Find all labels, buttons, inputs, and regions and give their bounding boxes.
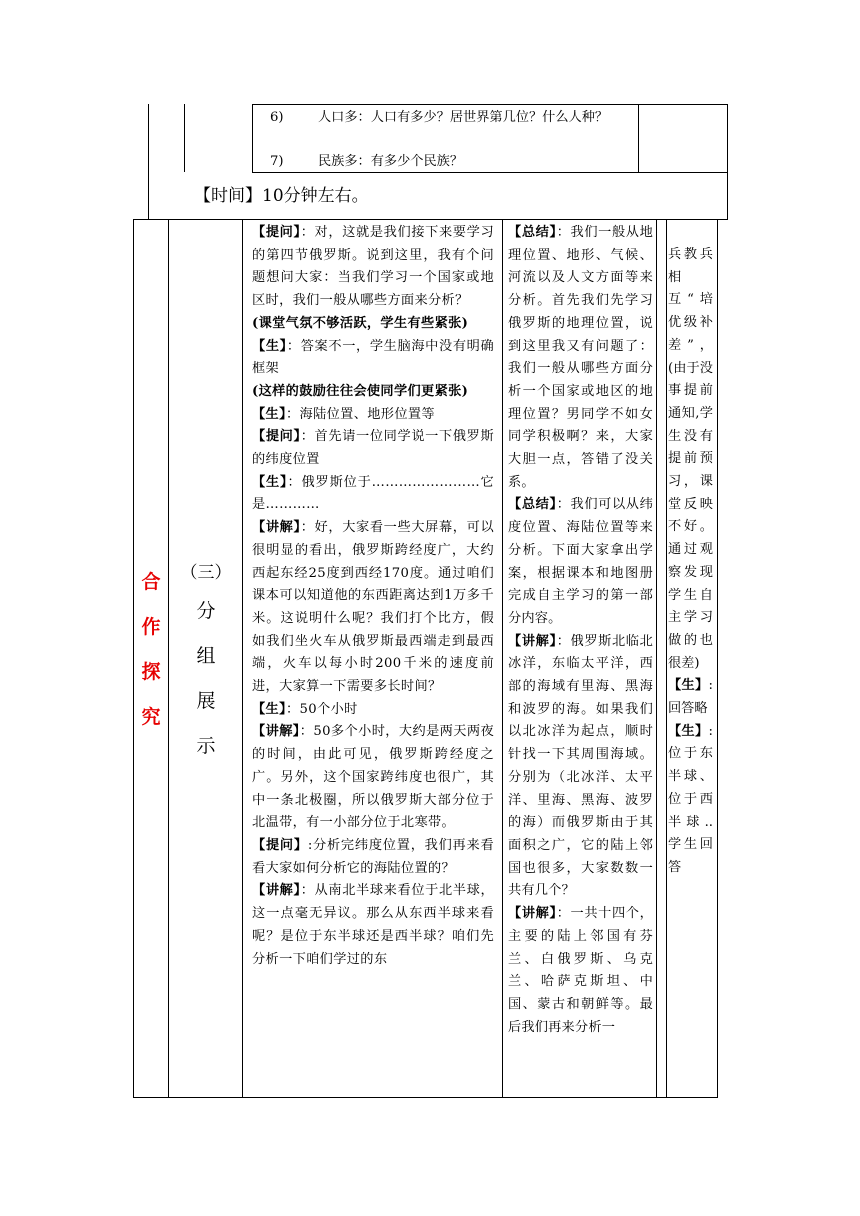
summary-column	[508, 222, 653, 1094]
para	[668, 244, 713, 675]
para	[668, 721, 713, 880]
para-text: :回答略	[668, 678, 713, 717]
para-text: (这样的鼓励往往会使同学们更紧张)	[252, 383, 469, 399]
para-tag: 【提问】	[252, 837, 308, 853]
para	[252, 404, 494, 427]
para-text: ：一共十四个，主要的陆上邻国有芬兰、白俄罗斯、乌克兰、哈萨克斯坦、中国、蒙古和朝鲜等。最后我们再来分析一	[508, 906, 653, 1035]
para-tag: 【生】	[252, 701, 287, 717]
para-text: ：答案不一，学生脑海中没有明确框架	[252, 338, 494, 377]
para-text: ：首先请一位同学说一下俄罗斯的纬度位置	[252, 429, 494, 468]
para	[508, 631, 653, 903]
para-text: 兵教兵相互“培优级补差”，(由于没事提前通知,学生没有提前预习，课堂反映不好。通过观察发现学生自主学习做的也很差)	[668, 247, 713, 671]
para-text: ：俄罗斯北临北冰洋，东临太平洋，西部的海域有里海、黑海和波罗的海。如果我们以北冰洋为起点，顺时针找一下其周围海域。分别为（北冰洋、太平洋、里海、黑海、波罗的海）而俄罗斯由于其面积之广，它的陆上邻国也很多，大家数数一共有几个？	[508, 633, 653, 899]
para	[252, 313, 494, 336]
para-tag: 【生】	[668, 678, 709, 694]
para-text: ：50多个小时，大约是两天两夜的时间，由此可见，俄罗斯跨经度之广。另外，这个国家跨纬度也很广，其中一条北极圈，所以俄罗斯大部分位于北温带，有一小部分位于北寒带。	[252, 724, 494, 831]
para-text: ：从南北半球来看位于北半球，这一点毫无异议。那么从东西半球来看呢？是位于东半球还是西半球？咱们先分析一下咱们学过的东	[252, 883, 494, 967]
top-item-7	[270, 151, 630, 173]
para-tag: 【讲解】	[508, 906, 557, 922]
para-tag: 【总结】	[508, 497, 557, 513]
sub-label	[172, 602, 240, 782]
para	[508, 222, 653, 494]
para-tag: 【讲解】	[252, 883, 301, 899]
sub-label-char: 示	[196, 735, 216, 757]
para	[508, 494, 653, 630]
para	[252, 880, 494, 971]
para	[668, 675, 713, 720]
para-text: (课堂气氛不够活跃，学生有些紧张)	[252, 315, 469, 331]
item-7-text: 民族多：有多少个民族？	[318, 154, 464, 169]
para-text: ：俄罗斯位于……………………它是…………	[252, 474, 494, 513]
para	[252, 699, 494, 722]
item-6-text: 人口多：人口有多少？居世界第几位？什么人种？	[318, 110, 609, 125]
para-tag: 【讲解】	[252, 520, 301, 536]
para	[252, 381, 494, 404]
para-text: :位于东半球、位于西半球..学生回答	[668, 723, 713, 875]
section-label-char: 探	[141, 661, 161, 683]
para-tag: 【总结】	[508, 225, 557, 240]
sub-label-char: 组	[196, 645, 216, 667]
para	[252, 721, 494, 835]
time-note: 【时间】10分钟左右。	[194, 186, 369, 206]
para-tag: 【提问】	[252, 429, 301, 445]
sub-label-char: 展	[196, 690, 216, 712]
para-tag: 【提问】	[252, 225, 301, 240]
para-text: ：我们一般从地理位置、地形、气候、河流以及人文方面等来分析。首先我们先学习俄罗斯的地理位置，说到这里我又有问题了：我们一般从哪些方面分析一个国家或地区的地理位置？男同学不如女同学积极啊？来，大家大胆一点，答错了没关系。	[508, 225, 653, 490]
top-item-6	[270, 107, 630, 129]
para-text: ：50个小时	[286, 701, 358, 717]
para-text: ：海陆位置、地形位置等	[286, 406, 435, 422]
item-7-number: 7)	[270, 154, 284, 169]
para-text: ：好，大家看一些大屏幕，可以很明显的看出，俄罗斯跨经度广，大约西起东经25度到西经170度。通过咱们课本可以知道他的东西距离达到1万多千米。这说明什么呢？我们打个比方，假如我们坐火车从俄罗斯最西端走到最西端，火车以每小时200千米的速度前进，大家算一下需要多长时间？	[252, 520, 494, 695]
section-label-char: 合	[141, 571, 161, 593]
para-text: ：对，这就是我们接下来要学习的第四节俄罗斯。说到这里，我有个问题想问大家：当我们学习一个国家或地区时，我们一般从哪些方面来分析？	[252, 225, 494, 309]
section-label-char: 究	[141, 706, 161, 728]
para-tag: 【生】	[252, 338, 287, 354]
para	[252, 835, 494, 880]
item-6-number: 6)	[270, 110, 284, 125]
para-tag: 【讲解】	[508, 633, 557, 649]
para-tag: 【生】	[252, 474, 288, 490]
para-tag: 【生】	[668, 723, 709, 739]
para	[252, 517, 494, 699]
para-tag: 【讲解】	[252, 724, 300, 740]
para	[252, 472, 494, 517]
section-label-char: 作	[141, 616, 161, 638]
para	[508, 903, 653, 1039]
sub-label-char: 分	[196, 600, 216, 622]
para-text: :分析完纬度位置，我们再来看看大家如何分析它的海陆位置的？	[252, 837, 494, 876]
para-tag: 【生】	[252, 406, 287, 422]
sub-label-prefix: （三）	[180, 563, 232, 583]
para	[252, 222, 494, 313]
notes-column	[668, 244, 713, 1094]
teacher-activity-column	[252, 222, 494, 1094]
para	[252, 426, 494, 471]
para-text: ：我们可以从纬度位置、海陆位置等来分析。下面大家拿出学案，根据课本和地图册完成自主学习的第一部分内容。	[508, 497, 653, 626]
para	[252, 336, 494, 381]
section-label	[134, 573, 168, 753]
